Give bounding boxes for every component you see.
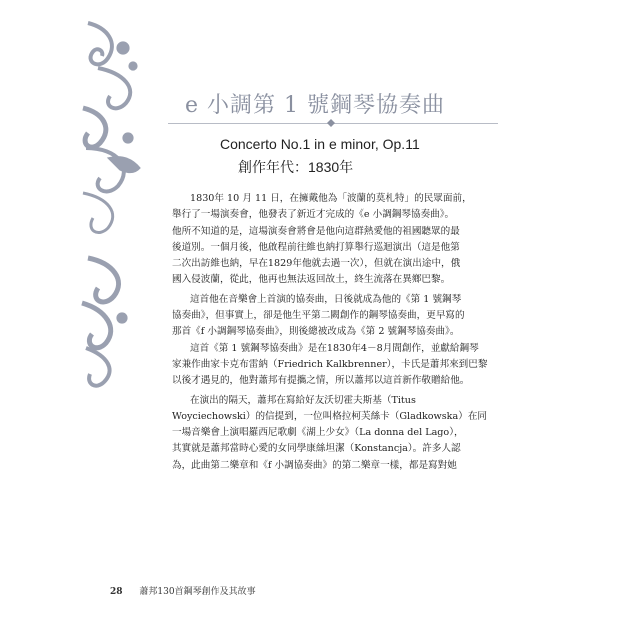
composition-year: 創作年代：1830年 xyxy=(238,159,354,175)
text-line: 那首《f 小調鋼琴協奏曲》，則後總被改成為《第 2 號鋼琴協奏曲》。 xyxy=(172,326,460,338)
text-line: 舉行了一場演奏會，他發表了新近才完成的《e 小調鋼琴協奏曲》。 xyxy=(172,209,455,221)
text-line: 1830年 10 月 11 日，在擁戴他為「波蘭的莫札特」的民眾面前， xyxy=(190,193,472,204)
text-line: 這首他在音樂會上首演的協奏曲，日後就成為他的《第 1 號鋼琴 xyxy=(190,293,462,305)
text-line: 以後才遇見的，他對蕭邦有提攜之情，所以蕭邦以這首新作敬贈給他。 xyxy=(172,375,470,387)
page-footer xyxy=(110,584,256,597)
text-line: 國入侵波蘭，從此，他再也無法返回故土，終生流落在異鄉巴黎。 xyxy=(172,274,451,286)
text-line: 二次出訪維也納，早在1829年他就去過一次），但就在演出途中，俄 xyxy=(172,258,461,270)
text-line: 協奏曲》，但事實上，卻是他生平第二闕創作的鋼琴協奏曲，更早寫的 xyxy=(172,310,465,322)
text-line: 為，此曲第二樂章和《f 小調協奏曲》的第二樂章一樣，都是寫對她 xyxy=(172,459,457,471)
body-text xyxy=(172,191,502,474)
text-line: 後道別。一個月後，他啟程前往維也納打算舉行巡迴演出（這是他第 xyxy=(172,241,460,253)
title-block xyxy=(180,88,450,119)
text-line: 他所不知道的是，這場演奏會將會是他向這群熱愛他的祖國聽眾的最 xyxy=(172,225,460,237)
text-line: 這首《第 1 號鋼琴協奏曲》是在1830年4－8月間創作，並獻給鋼琴 xyxy=(190,342,479,354)
book-title: 蕭邦130首鋼琴創作及其故事 xyxy=(139,587,256,597)
english-subtitle: Concerto No.1 in e minor, Op.11 xyxy=(220,136,420,152)
text-line: 在演出的隔天，蕭邦在寫給好友沃切霍夫斯基（Titus xyxy=(190,394,416,406)
text-line: 其實就是蕭邦當時心愛的女同學康絲坦潔（Konstancja）。許多人認 xyxy=(172,443,461,455)
text-line: 一場音樂會上演唱羅西尼歌劇《湖上少女》（La donna del Lago）， xyxy=(172,427,464,439)
page-number: 28 xyxy=(110,587,123,597)
page-title: e 小調第 1 號鋼琴協奏曲 xyxy=(185,93,445,118)
text-line: 家兼作曲家卡克布雷納（Friedrich Kalkbrenner），卡氏是蕭邦來到巴黎 xyxy=(172,358,488,370)
floral-ornament-icon xyxy=(78,18,150,398)
text-line: Woyciechowski）的信提到，一位叫格拉柯芙絲卡（Gladkowska）在同 xyxy=(172,410,488,422)
diamond-ornament-icon xyxy=(327,119,335,127)
